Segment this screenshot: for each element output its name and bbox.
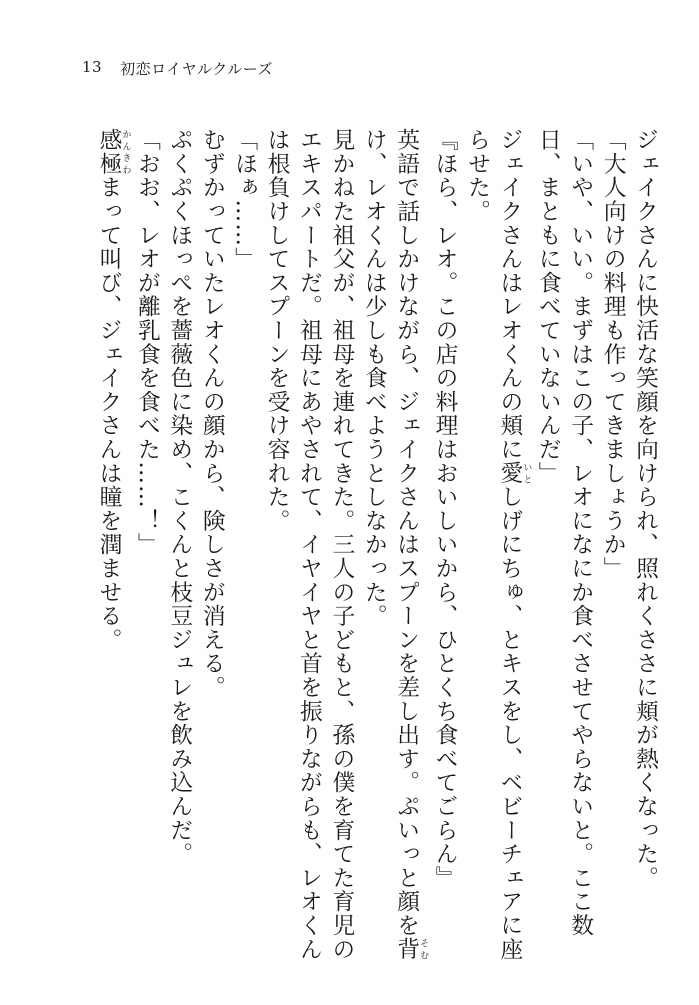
ruby-annotation: 感極 かんきわ <box>95 128 131 176</box>
novel-body-text <box>31 128 661 978</box>
paragraph: 「おお、レオが離乳食を食べた……！」 <box>133 128 160 557</box>
running-header <box>82 58 273 79</box>
paragraph: 『ほら、レオ。この店の料理はおいしいから、ひとくち食べてごらん』 <box>431 128 458 890</box>
book-title: 初恋ロイヤルクルーズ <box>120 60 273 78</box>
page-number: 13 <box>82 58 103 76</box>
paragraph: ジェイクさんはレオくんの頬に愛 いとしげにちゅ、とキスをし、ベビーチェアに座らせた。 <box>463 128 532 962</box>
paragraph: ぷくぷくほっぺを薔薇色に染め、こくんと枝豆ジュレを飲み込んだ。 <box>166 128 193 866</box>
paragraph: 「ほぁ……」 <box>231 128 258 271</box>
paragraph: ジェイクさんに快活な笑顔を向けられ、照れくささに頬が熱くなった。 <box>632 128 658 890</box>
paragraph: 感極 かんきわまって叫び、ジェイクさんは瞳を潤ませる。 <box>95 128 131 652</box>
paragraph: 「大人向けの料理も作ってきましょうか」 <box>599 128 626 581</box>
paragraph: むずかっていたレオくんの顔から、険しさが消える。 <box>198 128 225 700</box>
ruby-annotation: 愛 いと <box>496 461 532 486</box>
paragraph: 英語で話しかけながら、ジェイクさんはスプーンを差し出す。ぷいっと顔を背 そむけ、レオくんは少しも食べようとしなかった。 <box>360 128 429 962</box>
ruby-annotation: 背 そむ <box>393 937 429 962</box>
paragraph: 見かねた祖父が、祖母を連れてきた。三人の子どもと、孫の僕を育てた育児のエキスパートだ。祖母にあやされて、イヤイヤと首を振りながらも、レオくんは根負けしてスプーンを受け容れた。 <box>263 128 355 961</box>
paragraph: 「いや、いい。まずはこの子、レオになにか食べさせてやらないと。ここ数日、まともに食べていないんだ」 <box>534 128 594 938</box>
